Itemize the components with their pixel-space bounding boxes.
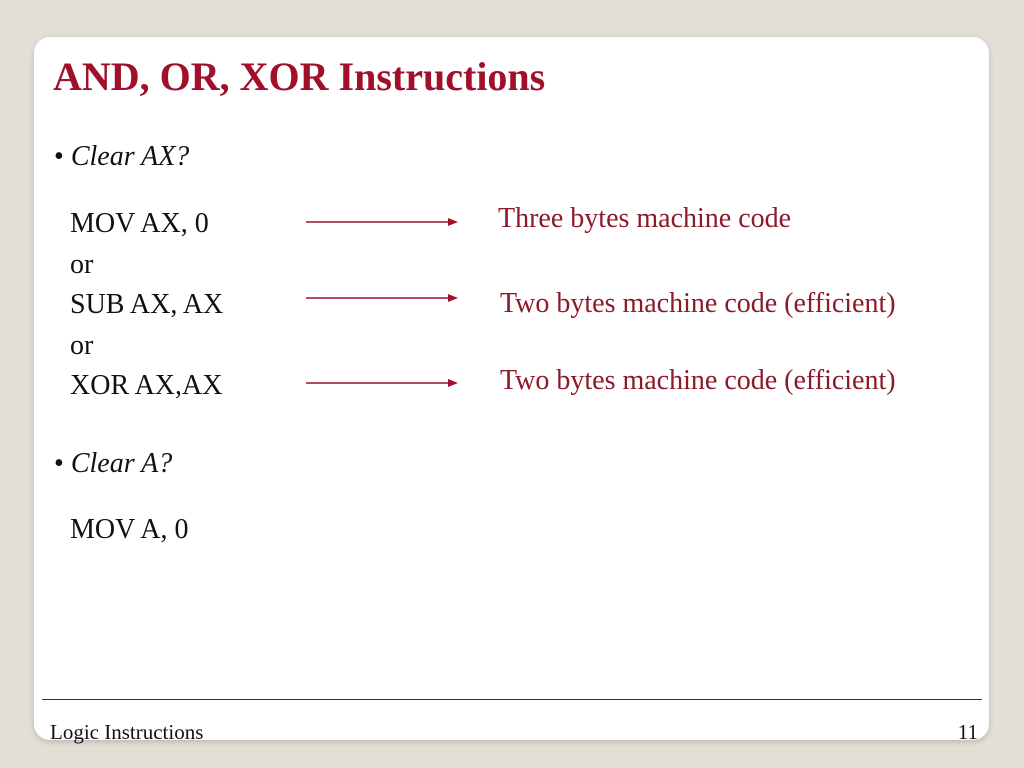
- code-line-or: or: [70, 330, 94, 361]
- bullet-clear-ax: [54, 140, 189, 174]
- code-line-or: or: [70, 249, 94, 280]
- bullet-text: Clear A?: [70, 448, 173, 479]
- note-three-bytes: Three bytes machine code: [498, 203, 792, 234]
- arrow-icon: [306, 216, 458, 228]
- footer-divider: [42, 699, 982, 700]
- footer-label: Logic Instructions: [50, 720, 204, 744]
- code-line-mov-ax: MOV AX, 0: [70, 208, 209, 239]
- page-number: 11: [957, 720, 978, 744]
- note-two-bytes-sub: Two bytes machine code (efficient): [500, 288, 896, 319]
- code-line-sub-ax: SUB AX, AX: [70, 289, 224, 320]
- bullet-marker: •: [54, 141, 64, 172]
- code-line-xor-ax: XOR AX,AX: [70, 370, 223, 401]
- bullet-clear-a: [54, 447, 172, 481]
- note-two-bytes-xor: Two bytes machine code (efficient): [500, 365, 896, 396]
- arrow-icon: [306, 292, 458, 304]
- bullet-text: Clear AX?: [70, 141, 190, 172]
- slide-title: AND, OR, XOR Instructions: [53, 54, 546, 99]
- code-line-mov-a: MOV A, 0: [70, 514, 189, 545]
- bullet-marker: •: [54, 448, 64, 479]
- arrow-icon: [306, 377, 458, 389]
